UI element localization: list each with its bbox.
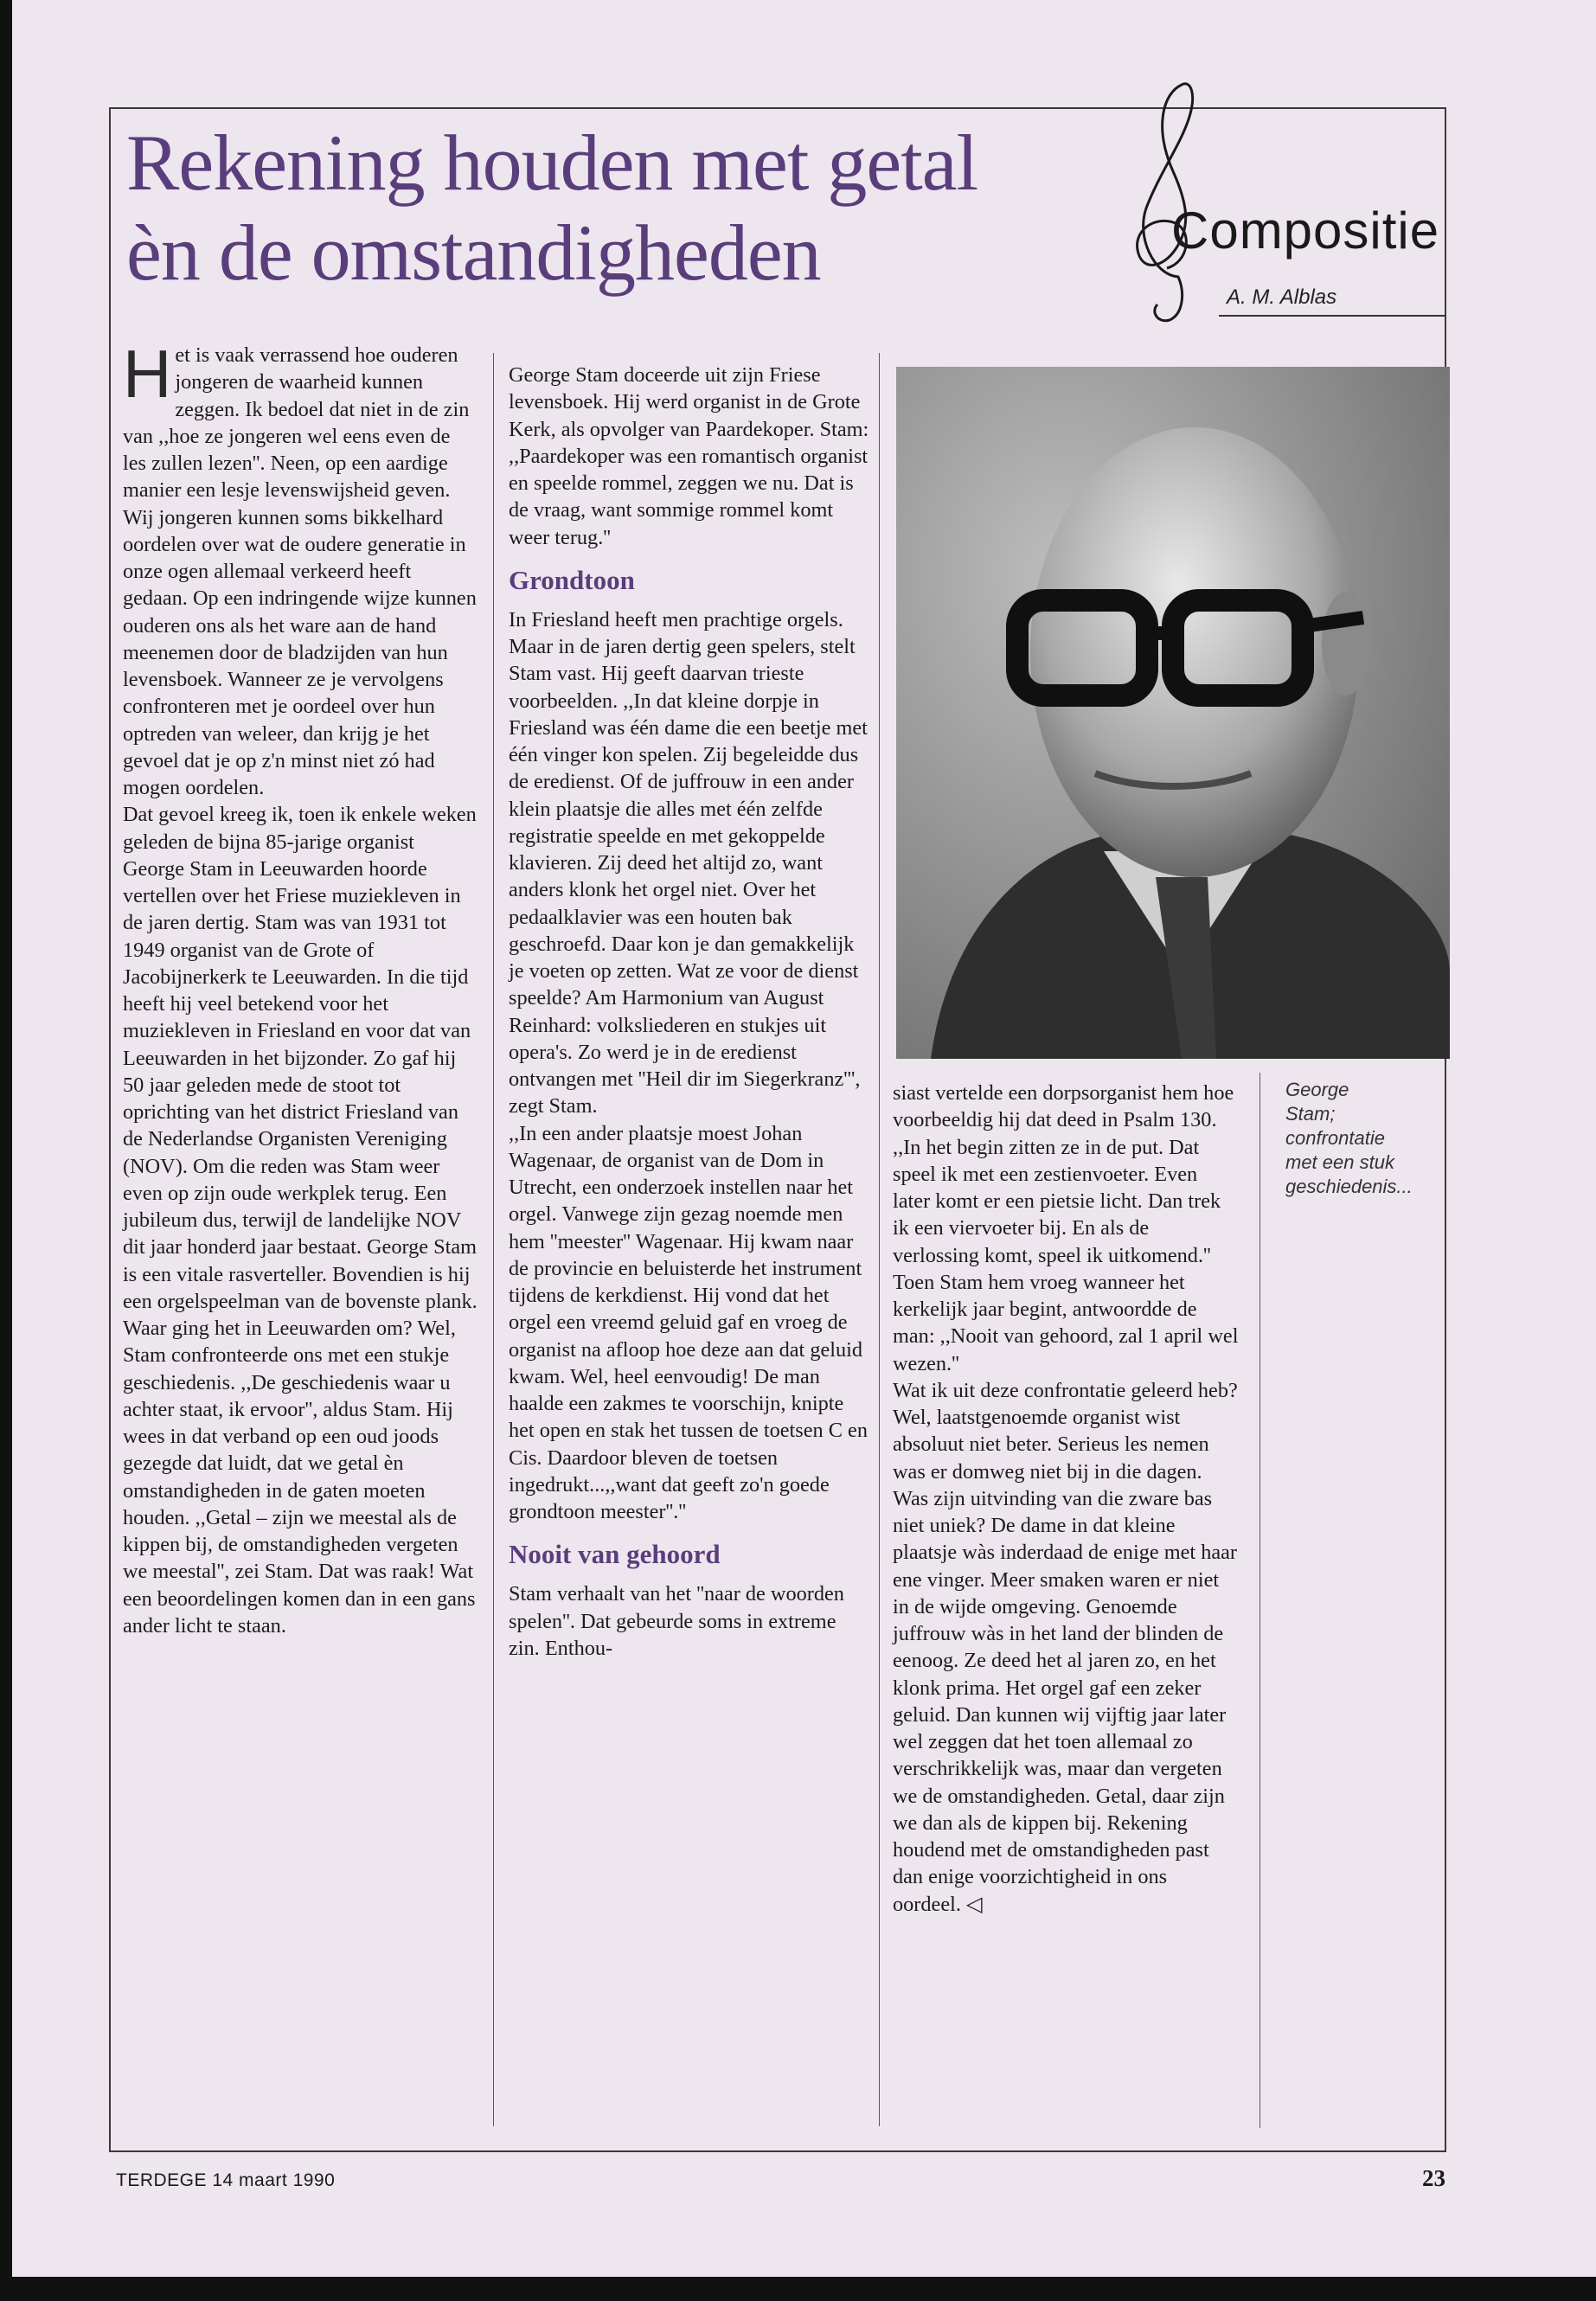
column-1 xyxy=(123,336,478,1639)
title-line-2: èn de omstandigheden xyxy=(126,208,821,297)
author-rule xyxy=(1219,315,1445,317)
paragraph: In Friesland heeft men prachtige orgels. Maar in de jaren dertig geen spelers, stelt Stam vast. Hij geeft daarvan trieste voorbeelden. ,,In dat kleine dorpje in Friesland was één dame die een beetje met één vinger kon spelen. Zij begeleidde dus de eredienst. Of de juffrouw in een ander klein plaatsje die alles met één zelfde registratie speelde en met gekoppelde klavieren. Zij deed het altijd zo, want anders klonk het orgel niet. Over het pedaalklavier was een houten bak geschroefd. Daar kon je dan gemakkelijk je voeten op zetten. Wat ze voor de dienst speelde? Am Harmonium van August Reinhard: volksliederen en stukjes uit opera's. Zo werd je in de eredienst ontvangen met ''Heil dir im Siegerkranz''', zegt Stam. xyxy=(509,607,868,1118)
drop-cap: H xyxy=(123,336,172,412)
paragraph: et is vaak verrassend hoe ouderen jongeren de waarheid kunnen zeggen. Ik bedoel dat niet in de zin van ,,hoe ze jongeren wel eens even de les zullen lezen''. Neen, op een aardige manier een lesje levenswijsheid geven. Wij jongeren kunnen soms bikkelhard oordelen over wat de oudere generatie in onze ogen allemaal verkeerd heeft gedaan. Op een indringende wijze kunnen ouderen ons als het ware aan de hand meenemen door de bladzijden van hun levensboek. Wanneer ze je vervolgens confronteren met je oordeel over hun optreden van weleer, dan krijg je het gevoel dat je op z'n minst niet zó had mogen oordelen. xyxy=(123,343,477,799)
column-divider xyxy=(493,353,494,2126)
column-3 xyxy=(893,1080,1239,1918)
paragraph: Waar ging het in Leeuwarden om? Wel, Stam confronteerde ons met een stukje geschiedenis. ,,De geschiedenis waar u achter staat, ik ervoor'', aldus Stam. Hij wees in dat verband op een oud joods gezegde dat luidt, dat we getal èn omstandigheden in de gaten moeten houden. ,,Getal – zijn we meestal als de kippen bij, de omstandigheden vergeten we meestal'', zei Stam. Dat was raak! Wat een beoordelingen komen dan in een gans ander licht te staan. xyxy=(123,1317,476,1638)
column-2 xyxy=(509,362,872,1662)
column-divider xyxy=(1259,1073,1260,2128)
paragraph: Stam verhaalt van het ''naar de woorden spelen''. Dat gebeurde soms in extreme zin. Enthou- xyxy=(509,1582,844,1660)
column-divider xyxy=(879,353,880,2126)
paragraph: George Stam doceerde uit zijn Friese levensboek. Hij werd organist in de Grote Kerk, als opvolger van Paardekoper. Stam: ,,Paardekoper was een romantisch organist en speelde rommel, zeggen we nu. Dat is de vraag, want sommige rommel komt weer terug.'' xyxy=(509,363,869,549)
subheading-grondtoon: Grondtoon xyxy=(509,564,635,595)
section-label: Compositie xyxy=(1171,202,1440,260)
page-number: 23 xyxy=(1422,2165,1445,2191)
paragraph: siast vertelde een dorpsorganist hem hoe voorbeeldig hij dat deed in Psalm 130. ,,In het begin zitten ze in de put. Dat speel ik met een zestienvoeter. Even later komt er een pietsie licht. Dan trek ik een viervoeter bij. En als de verlossing komt, speel ik uitkomend.'' Toen Stam hem vroeg wanneer het kerkelijk jaar begint, antwoordde de man: ,,Nooit van gehoord, zal 1 april wel wezen.'' xyxy=(893,1081,1239,1375)
scan-edge-left xyxy=(0,0,12,2301)
publication-date: 14 maart 1990 xyxy=(212,2170,336,2190)
paragraph: Wat ik uit deze confrontatie geleerd heb? Wel, laatstgenoemde organist wist absoluut niet beter. Serieus les nemen was er domweg niet bij in die dagen. Was zijn uitvinding van die zware bas niet uniek? De dame in dat kleine plaatsje wàs inderdaad de enige met haar ene vinger. Meer smaken waren er niet in de wijde omgeving. Genoemde juffrouw wàs in het land der blinden de eenoog. Ze deed het al jaren zo, en het klonk prima. Het orgel gaf een zeker geluid. Dan kunnen wij vijftig jaar later wel zeggen dat het toen allemaal zo verschrikkelijk was, maar dan vergeten we de omstandigheden. Getal, daar zijn we dan als de kippen bij. Rekening houdend met de omstandigheden past dan enige voorzichtigheid in ons oordeel. ◁ xyxy=(893,1378,1238,1916)
scan-edge-bottom xyxy=(0,2277,1596,2301)
footer-publication xyxy=(116,2170,335,2191)
article-title xyxy=(126,118,1104,298)
author-name: A. M. Alblas xyxy=(1227,285,1337,309)
magazine-page xyxy=(12,0,1596,2277)
subheading-nooit-van-gehoord: Nooit van gehoord xyxy=(509,1539,721,1570)
photo-caption: George Stam; confrontatie met een stuk geschiedenis... xyxy=(1285,1079,1413,1197)
paragraph: Dat gevoel kreeg ik, toen ik enkele weken geleden de bijna 85-jarige organist George Stam in Leeuwarden hoorde vertellen over het Friese muziekleven in de jaren dertig. Stam was van 1931 tot 1949 organist van de Grote of Jacobijnerkerk te Leeuwarden. In die tijd heeft hij veel betekend voor het muziekleven in Friesland en voor dat van Leeuwarden in het bijzonder. Zo gaf hij 50 jaar geleden mede de stoot tot oprichting van het district Friesland van de Nederlandse Organisten Vereniging (NOV). Om die reden was Stam weer even op zijn oude werkplek terug. Een jubileum dus, terwijl de landelijke NOV dit jaar honderd jaar bestaat. George Stam is een vitale rasverteller. Bovendien is hij een orgelspeelman van de bovenste plank. xyxy=(123,803,478,1313)
portrait-photo xyxy=(896,367,1450,1059)
title-line-1: Rekening houden met getal xyxy=(126,119,978,207)
publication-name: TERDEGE xyxy=(116,2170,208,2190)
paragraph: ,,In een ander plaatsje moest Johan Wagenaar, de organist van de Dom in Utrecht, een onderzoek instellen naar het orgel. Vanwege zijn gezag noemde men hem ''meester'' Wagenaar. Hij kwam naar de provincie en beluisterde het instrument tijdens de kerkdienst. Hij vond dat het orgel een vreemd geluid gaf en vroeg de organist na afloop hoe deze aan dat geluid kwam. Wel, heel eenvoudig! De man haalde een zakmes te voorschijn, knipte het open en stak het tussen de toetsen C en Cis. Daardoor bleven de toetsen ingedrukt...,,want dat geeft zo'n goede grondtoon meester''.'' xyxy=(509,1121,868,1523)
